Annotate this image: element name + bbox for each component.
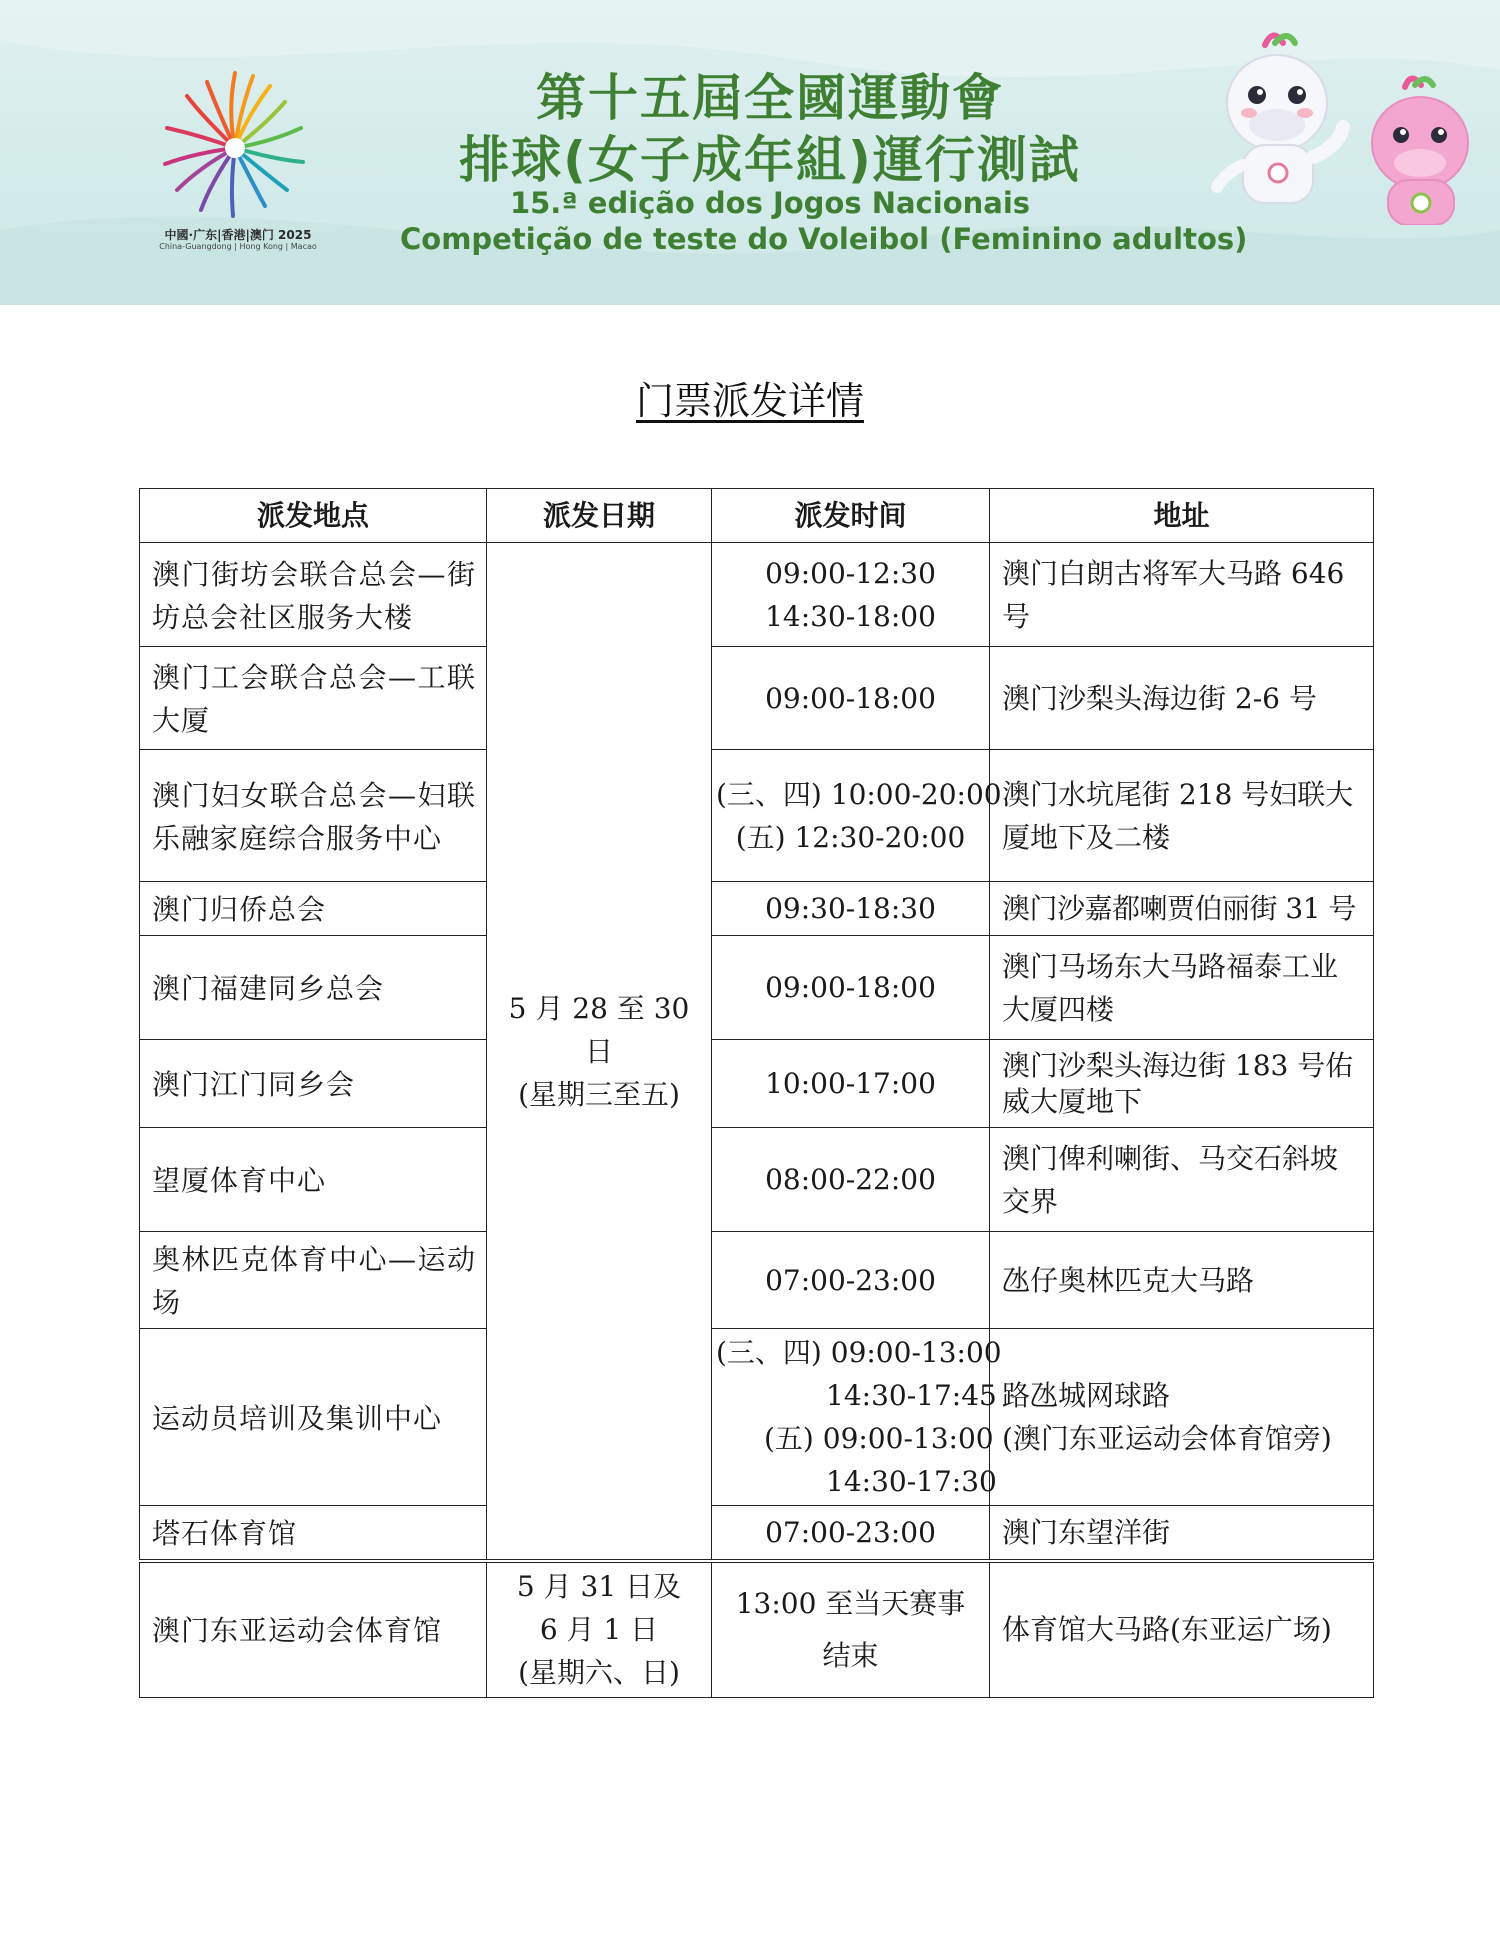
time-line: 09:00-12:30 bbox=[765, 556, 936, 590]
address-cell: 澳门东望洋街 bbox=[990, 1506, 1374, 1562]
location-cell: 澳门东亚运动会体育馆 bbox=[140, 1561, 487, 1697]
time-cell bbox=[712, 936, 990, 1040]
address-line: 路氹城网球路 bbox=[1002, 1379, 1171, 1412]
address-cell: 体育馆大马路(东亚运广场) bbox=[990, 1561, 1374, 1697]
address-cell: 澳门白朗古将军大马路 646 号 bbox=[990, 543, 1374, 647]
time-cell bbox=[712, 1506, 990, 1562]
time-cell bbox=[712, 1329, 1002, 1506]
date-cell bbox=[487, 1561, 712, 1697]
address-line: (澳门东亚运动会体育馆旁) bbox=[1002, 1422, 1332, 1455]
time-cell bbox=[712, 1561, 990, 1697]
address-cell: 氹仔奥林匹克大马路 bbox=[990, 1232, 1374, 1329]
address-cell: 澳门沙梨头海边街 2-6 号 bbox=[990, 647, 1374, 750]
logo-caption: 中國·广东|香港|澳门 2025 bbox=[164, 228, 312, 242]
header-address: 地址 bbox=[990, 489, 1374, 543]
ticket-distribution-table bbox=[139, 488, 1374, 1698]
location-cell: 澳门江门同乡会 bbox=[140, 1040, 487, 1128]
header-location: 派发地点 bbox=[140, 489, 487, 543]
table-row bbox=[140, 1040, 1374, 1128]
header-date: 派发日期 bbox=[487, 489, 712, 543]
table-row bbox=[140, 543, 1374, 647]
logo-caption-en: China-Guangdong | Hong Kong | Macao bbox=[159, 242, 317, 251]
banner-title-zh-line2: 排球(女子成年組)運行測試 bbox=[459, 131, 1081, 189]
location-cell: 澳门工会联合总会—工联大厦 bbox=[140, 647, 487, 750]
time-cell bbox=[712, 647, 990, 750]
location-cell: 奥林匹克体育中心—运动场 bbox=[140, 1232, 487, 1329]
table-row-final bbox=[140, 1561, 1374, 1697]
time-line: 07:00-23:00 bbox=[765, 1263, 936, 1297]
table-row bbox=[140, 750, 1374, 882]
time-line: 08:00-22:00 bbox=[765, 1163, 936, 1196]
time-cell bbox=[712, 1040, 990, 1128]
time-line: 10:00-17:00 bbox=[765, 1067, 936, 1100]
time-cell bbox=[712, 1232, 990, 1329]
location-cell: 澳门妇女联合总会—妇联乐融家庭综合服务中心 bbox=[140, 750, 487, 882]
header-banner bbox=[0, 0, 1500, 305]
table-row bbox=[140, 1329, 1374, 1506]
address-cell: 澳门马场东大马路福泰工业大厦四楼 bbox=[990, 936, 1374, 1040]
date-cell bbox=[487, 543, 712, 1562]
time-cell bbox=[712, 1128, 990, 1232]
table-header-row bbox=[140, 489, 1374, 543]
address-cell: 澳门俾利喇街、马交石斜坡交界 bbox=[990, 1128, 1374, 1232]
header-time: 派发时间 bbox=[712, 489, 990, 543]
time-line: 14:30-17:30 bbox=[826, 1465, 997, 1498]
time-cell bbox=[712, 750, 1002, 882]
table-row bbox=[140, 647, 1374, 750]
date-line: 5 月 28 至 30 日 bbox=[508, 991, 690, 1068]
date-line: 5 月 31 日及 bbox=[516, 1570, 682, 1604]
address-cell: 澳门水坑尾街 218 号妇联大厦地下及二楼 bbox=[990, 750, 1374, 882]
table-row bbox=[140, 936, 1374, 1040]
time-line: 14:30-17:45 bbox=[826, 1379, 997, 1412]
document-title: 门票派发详情 bbox=[635, 379, 864, 423]
time-line: 14:30-18:00 bbox=[765, 599, 936, 633]
location-cell: 望厦体育中心 bbox=[140, 1128, 487, 1232]
time-line: 09:30-18:30 bbox=[765, 892, 936, 925]
table-row bbox=[140, 1232, 1374, 1329]
time-cell bbox=[712, 882, 990, 936]
address-cell: 澳门沙嘉都喇贾伯丽街 31 号 bbox=[990, 882, 1374, 936]
time-line: (三、四) 10:00-20:00 bbox=[716, 777, 1002, 811]
time-line: 13:00 至当天赛事 bbox=[735, 1586, 966, 1620]
time-line: 09:00-18:00 bbox=[765, 681, 936, 715]
date-line: (星期三至五) bbox=[518, 1077, 680, 1111]
time-cell bbox=[712, 543, 990, 647]
time-line: 09:00-18:00 bbox=[765, 971, 936, 1004]
banner-title-zh-line1: 第十五屆全國運動會 bbox=[536, 69, 1004, 127]
address-cell: 澳门沙梨头海边街 183 号佑威大厦地下 bbox=[990, 1040, 1374, 1128]
dolphin-mascots-icon bbox=[1205, 25, 1495, 225]
table-row bbox=[140, 882, 1374, 936]
time-line: 结束 bbox=[822, 1638, 879, 1672]
location-cell: 澳门街坊会联合总会—街坊总会社区服务大楼 bbox=[140, 543, 487, 647]
banner-title-pt-line2: Competição de teste do Voleibol (Feminino adultos) bbox=[400, 222, 1248, 256]
date-line: 6 月 1 日 bbox=[539, 1613, 659, 1647]
table-row bbox=[140, 1128, 1374, 1232]
time-line: (三、四) 09:00-13:00 bbox=[716, 1336, 1002, 1369]
location-cell: 澳门福建同乡总会 bbox=[140, 936, 487, 1040]
time-line: 07:00-23:00 bbox=[765, 1516, 936, 1549]
banner-title-pt-line1: 15.ª edição dos Jogos Nacionais bbox=[509, 186, 1031, 220]
location-cell: 塔石体育馆 bbox=[140, 1506, 487, 1562]
location-cell: 澳门归侨总会 bbox=[140, 882, 487, 936]
date-line: (星期六、日) bbox=[518, 1656, 680, 1690]
table-row bbox=[140, 1506, 1374, 1562]
time-line: (五) 09:00-13:00 bbox=[764, 1422, 994, 1455]
time-line: (五) 12:30-20:00 bbox=[735, 820, 966, 854]
location-cell: 运动员培训及集训中心 bbox=[140, 1329, 487, 1506]
address-cell bbox=[990, 1329, 1374, 1506]
